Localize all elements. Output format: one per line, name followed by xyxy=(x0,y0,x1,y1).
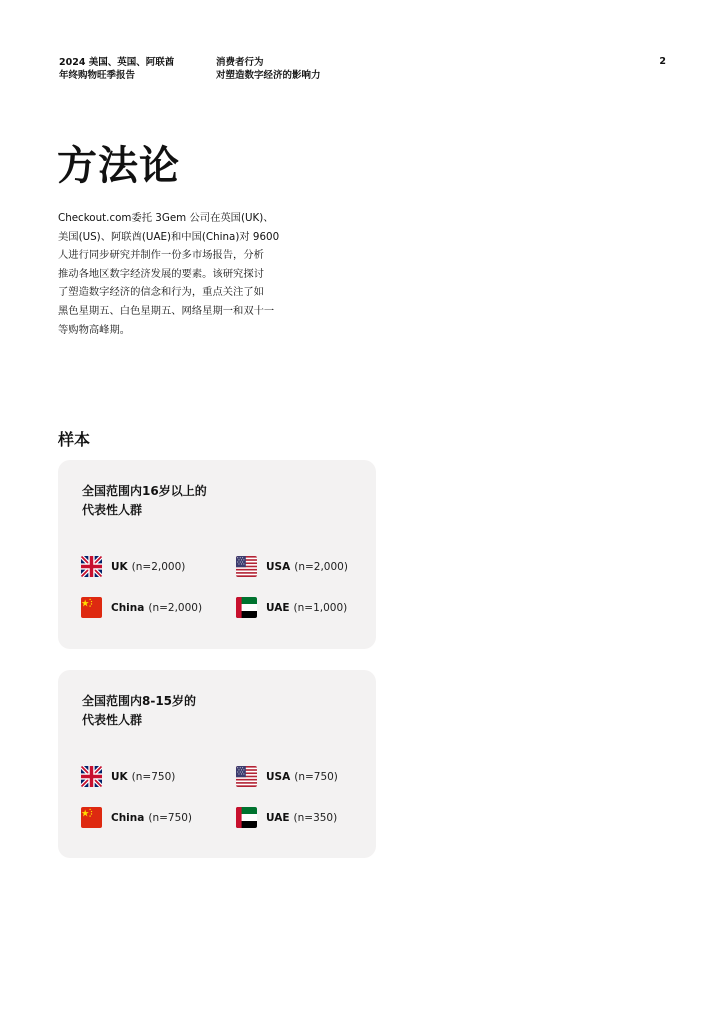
intro-line: 人进行同步研究并制作一份多市场报告，分析 xyxy=(58,249,264,262)
uk-flag-icon xyxy=(81,766,102,787)
country-name: UK xyxy=(111,770,128,783)
sample-item-usa xyxy=(236,766,338,787)
china-flag-icon xyxy=(81,597,102,618)
usa-flag-icon xyxy=(236,766,257,787)
sample-item-uk xyxy=(81,766,175,787)
sample-size: (n=2,000) xyxy=(294,560,348,573)
china-flag-icon xyxy=(81,807,102,828)
card-title-line1: 全国范围内8-15岁的 xyxy=(82,694,197,708)
sample-size: (n=350) xyxy=(293,811,338,824)
country-name: China xyxy=(111,811,145,824)
page-title: 方法论 xyxy=(57,143,180,189)
sample-item-china xyxy=(81,807,192,828)
intro-line: Checkout.com委托 3Gem 公司在英国(UK)、 xyxy=(58,212,274,224)
uk-flag-icon xyxy=(81,556,102,577)
card-title-line2: 代表性人群 xyxy=(82,503,143,517)
intro-line: 等购物高峰期。 xyxy=(58,323,131,336)
sample-item-china xyxy=(81,597,202,618)
sample-size: (n=750) xyxy=(148,811,193,824)
uae-flag-icon xyxy=(236,597,257,618)
sample-size: (n=1,000) xyxy=(293,601,348,614)
sample-size: (n=750) xyxy=(131,770,176,783)
sample-item-uk xyxy=(81,556,185,577)
intro-line: 推动各地区数字经济发展的要素。该研究探讨 xyxy=(58,267,264,280)
country-name: USA xyxy=(266,770,291,783)
intro-line: 了塑造数字经济的信念和行为，重点关注了如 xyxy=(58,286,264,299)
header-mid-line1: 消费者行为 xyxy=(216,57,264,68)
card-title xyxy=(82,482,207,520)
sample-card-16-plus xyxy=(58,460,376,649)
header-left-line2: 年终购物旺季报告 xyxy=(59,70,136,81)
usa-flag-icon xyxy=(236,556,257,577)
header-report-title xyxy=(59,56,174,82)
card-title xyxy=(82,692,196,730)
country-name: UK xyxy=(111,560,128,573)
uae-flag-icon xyxy=(236,807,257,828)
country-name: UAE xyxy=(266,811,290,824)
header-mid-line2: 对塑造数字经济的影响力 xyxy=(216,70,321,81)
card-title-line1: 全国范围内16岁以上的 xyxy=(82,484,207,498)
intro-paragraph xyxy=(58,209,298,339)
intro-line: 黑色星期五、白色星期五、网络星期一和双十一 xyxy=(58,304,275,317)
intro-line: 美国(US)、阿联酋(UAE)和中国(China)对 9600 xyxy=(58,230,280,243)
sample-item-uae xyxy=(236,807,337,828)
sample-heading: 样本 xyxy=(58,430,91,449)
country-name: UAE xyxy=(266,601,290,614)
country-name: USA xyxy=(266,560,291,573)
header-left-line1: 2024 美国、英国、阿联酋 xyxy=(59,57,175,68)
sample-item-uae xyxy=(236,597,347,618)
sample-item-usa xyxy=(236,556,348,577)
sample-size: (n=2,000) xyxy=(148,601,203,614)
sample-size: (n=2,000) xyxy=(131,560,186,573)
card-title-line2: 代表性人群 xyxy=(82,713,143,727)
header-section-title xyxy=(216,56,321,82)
country-name: China xyxy=(111,601,145,614)
sample-size: (n=750) xyxy=(294,770,338,783)
page-number: 2 xyxy=(659,56,666,67)
sample-card-8-15 xyxy=(58,670,376,858)
